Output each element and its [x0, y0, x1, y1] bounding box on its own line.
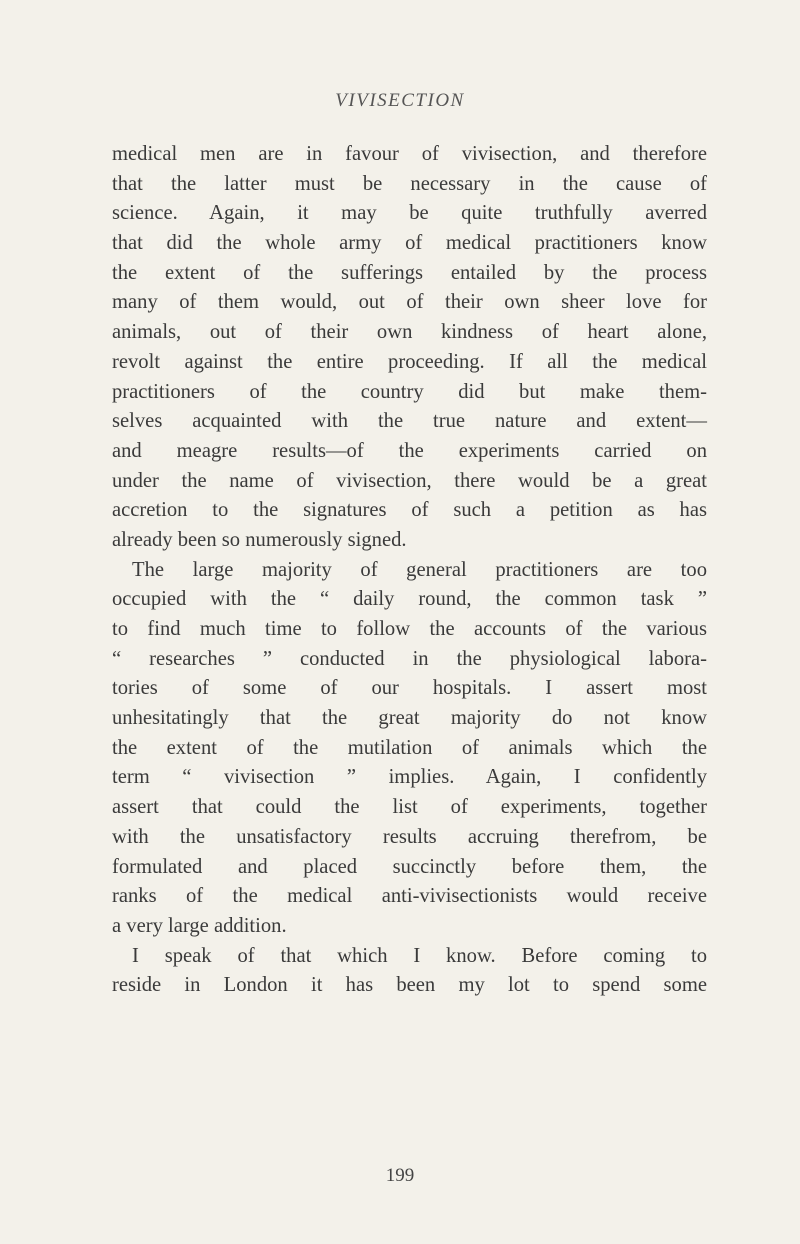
text-line: that the latter must be necessary in the cause of	[112, 172, 707, 195]
text-line: science. Again, it may be quite truthfully averred	[112, 202, 707, 225]
text-line: revolt against the entire proceeding. If all the medical	[112, 350, 707, 373]
text-line: reside in London it has been my lot to spend some	[112, 974, 707, 997]
paragraph-3	[112, 942, 707, 1001]
text-line: the extent of the sufferings entailed by the process	[112, 261, 707, 284]
text-line: unhesitatingly that the great majority do not know	[112, 707, 707, 730]
text-line: The large majority of general practitioners are too	[132, 558, 707, 581]
paragraph-1	[112, 140, 707, 556]
page-number: 199	[385, 1165, 415, 1186]
text-line: animals, out of their own kindness of heart alone,	[112, 321, 707, 344]
paragraph-2	[112, 556, 707, 942]
text-line: occupied with the “ daily round, the common task ”	[112, 588, 707, 611]
body-text	[112, 140, 707, 1001]
text-line: assert that could the list of experiments, together	[112, 796, 707, 819]
text-line: already been so numerously signed.	[112, 528, 407, 551]
text-line: medical men are in favour of vivisection, and therefore	[112, 143, 707, 165]
text-line: “ researches ” conducted in the physiological labora-	[112, 647, 707, 670]
text-line: practitioners of the country did but make them-	[112, 380, 707, 403]
text-line: term “ vivisection ” implies. Again, I confidently	[112, 766, 707, 789]
text-line: the extent of the mutilation of animals which the	[112, 736, 707, 759]
text-line: formulated and placed succinctly before them, the	[112, 855, 707, 878]
text-line: and meagre results—of the experiments carried on	[112, 439, 707, 462]
text-line: a very large addition.	[112, 914, 287, 937]
text-line: selves acquainted with the true nature and extent—	[112, 410, 707, 433]
text-line: that did the whole army of medical practitioners know	[112, 232, 707, 255]
text-line: ranks of the medical anti-vivisectionists would receive	[112, 885, 707, 908]
text-line: under the name of vivisection, there would be a great	[112, 469, 707, 492]
text-line: accretion to the signatures of such a petition as has	[112, 499, 707, 522]
text-line: to find much time to follow the accounts of the various	[112, 618, 707, 640]
text-line: with the unsatisfactory results accruing therefrom, be	[112, 825, 707, 848]
text-line: I speak of that which I know. Before coming to	[132, 944, 707, 967]
text-line: tories of some of our hospitals. I assert most	[112, 677, 707, 700]
text-line: many of them would, out of their own sheer love for	[112, 291, 707, 314]
running-head: VIVISECTION	[335, 90, 465, 111]
